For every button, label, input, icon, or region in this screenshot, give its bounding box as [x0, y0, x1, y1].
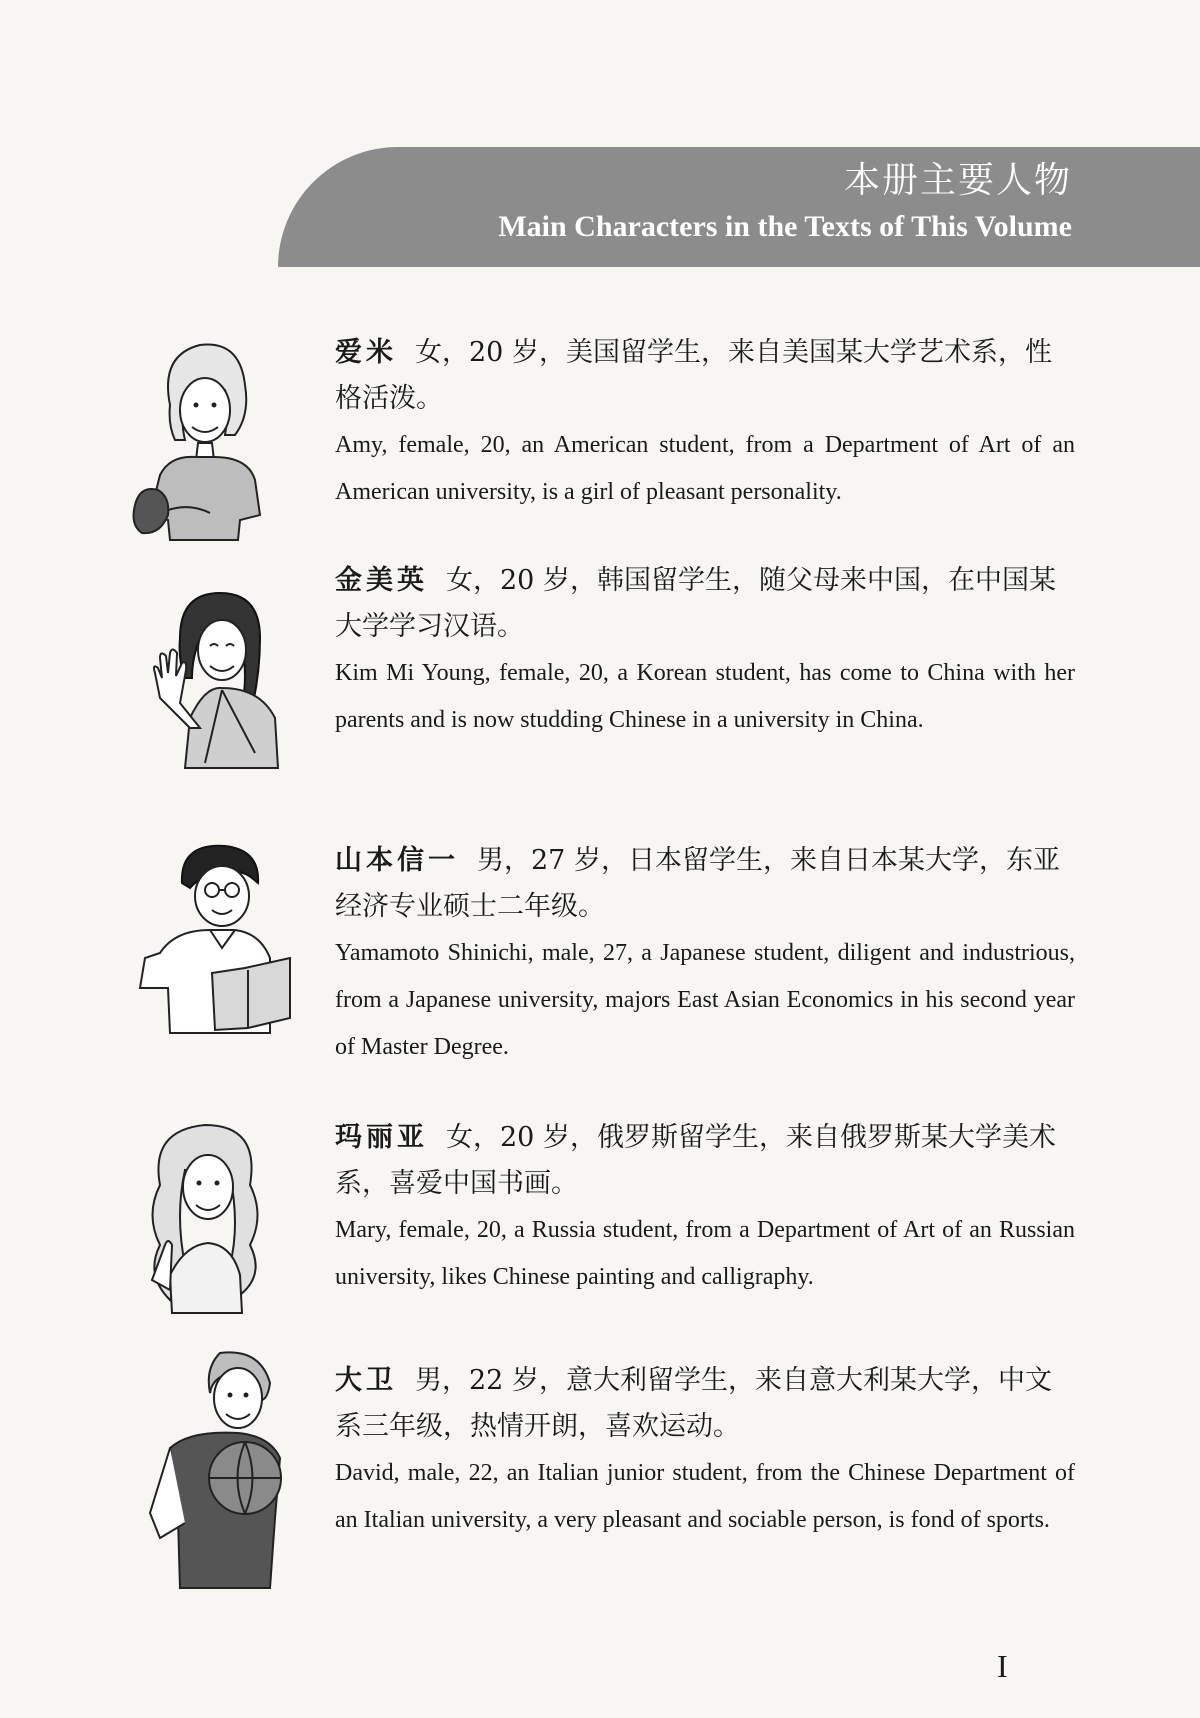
man-with-basketball-illustration [130, 1338, 290, 1598]
character-name-amy: 爱米 [335, 337, 397, 368]
character-en-kim-mi-young: Kim Mi Young, female, 20, a Korean student, has come to China with her parents and is now studding Chinese in a university in China. [335, 660, 1075, 733]
character-name-david: 大卫 [335, 1365, 397, 1396]
character-cn-amy: 爱米 女，20 岁，美国留学生，来自美国某大学艺术系，性格活泼。 [335, 337, 1052, 414]
portrait-david [130, 1338, 300, 1598]
character-text-mary [335, 1115, 1075, 1301]
character-cn-yamamoto-shinichi: 山本信一 男，27 岁，日本留学生，来自日本某大学，东亚经济专业硕士二年级。 [335, 845, 1060, 922]
woman-waving-illustration [130, 578, 290, 773]
header-title-cn: 本册主要人物 [843, 160, 1072, 201]
woman-with-cat-illustration [130, 335, 280, 545]
page-number: I [997, 1648, 1008, 1684]
portrait-amy [130, 335, 300, 545]
character-cn-kim-mi-young: 金美英 女，20 岁，韩国留学生，随父母来中国，在中国某大学学习汉语。 [335, 565, 1056, 642]
character-en-mary: Mary, female, 20, a Russia student, from a Department of Art of an Russian university, likes Chinese painting and calligraphy. [335, 1217, 1075, 1290]
header-title-en: Main Characters in the Texts of This Volume [498, 210, 1072, 243]
character-name-yamamoto-shinichi: 山本信一 [335, 845, 459, 876]
character-text-amy [335, 330, 1075, 516]
character-en-yamamoto-shinichi: Yamamoto Shinichi, male, 27, a Japanese student, diligent and industrious, from a Japanese university, majors East Asian Economics in his second year of Master Degree. [335, 940, 1075, 1060]
character-text-yamamoto-shinichi [335, 838, 1075, 1071]
character-name-kim-mi-young: 金美英 [335, 565, 428, 596]
character-en-amy: Amy, female, 20, an American student, from a Department of Art of an American university, is a girl of pleasant personality. [335, 432, 1075, 505]
character-text-david [335, 1358, 1075, 1544]
character-en-david: David, male, 22, an Italian junior student, from the Chinese Department of an Italian university, a very pleasant and sociable person, is fond of sports. [335, 1460, 1075, 1533]
woman-with-curly-hair-illustration [130, 1115, 280, 1315]
character-cn-david: 大卫 男，22 岁，意大利留学生，来自意大利某大学，中文系三年级，热情开朗，喜欢运动。 [335, 1365, 1052, 1442]
man-with-book-illustration [130, 838, 295, 1043]
portrait-yamamoto-shinichi [130, 838, 300, 1043]
character-cn-mary: 玛丽亚 女，20 岁，俄罗斯留学生，来自俄罗斯某大学美术系，喜爱中国书画。 [335, 1122, 1056, 1199]
character-name-mary: 玛丽亚 [335, 1122, 428, 1153]
portrait-mary [130, 1115, 300, 1315]
character-text-kim-mi-young [335, 558, 1075, 744]
portrait-kim-mi-young [130, 578, 300, 773]
